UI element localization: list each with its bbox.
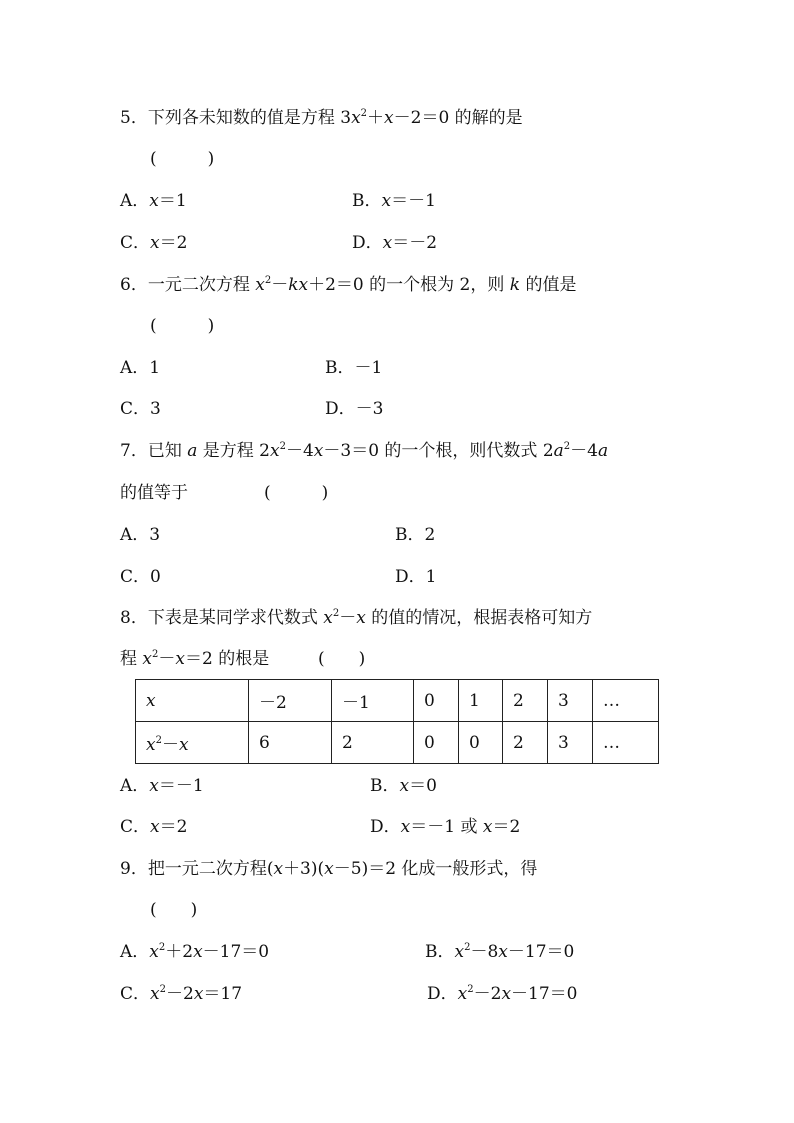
table-header-cell (136, 722, 249, 764)
option-value: ＝0 (409, 776, 437, 796)
table-cell: 2 (503, 680, 548, 722)
option-a (120, 941, 269, 963)
table-row (136, 722, 659, 764)
option-b (395, 524, 435, 546)
variable: x (313, 441, 324, 461)
option-d (370, 816, 520, 838)
variable: x (384, 108, 394, 128)
table-row (136, 680, 659, 722)
exponent: 2 (264, 275, 272, 286)
option-value: ＝－1 (158, 776, 204, 796)
option-value: ＝2 (492, 817, 521, 837)
variable: x (150, 984, 160, 1004)
option-value: －17＝0 (202, 942, 270, 962)
option-value: －8 (470, 942, 499, 962)
stem-text: －5)＝2 化成一般形式，得 (333, 859, 538, 879)
variable: x (351, 108, 361, 128)
answer-blank: ( ) (264, 483, 329, 503)
exponent: 2 (159, 984, 166, 995)
option-label: D． (370, 817, 401, 837)
variable: x (146, 690, 156, 711)
option-value: －17＝0 (511, 984, 578, 1004)
option-d (395, 566, 436, 588)
option-a (120, 357, 160, 379)
stem-text: 的值等于 (120, 483, 188, 503)
exponent: 2 (155, 735, 162, 746)
variable: x (150, 817, 160, 837)
option-label: C． (120, 399, 151, 419)
option-c (120, 566, 161, 588)
exponent: 2 (152, 649, 159, 660)
variable: x (324, 859, 334, 879)
option-value: 3 (150, 399, 161, 419)
variable: x (142, 649, 152, 669)
variable: x (457, 984, 468, 1004)
table-cell: 1 (459, 680, 503, 722)
exponent: 2 (467, 984, 474, 995)
option-label: D． (395, 567, 426, 587)
variable: x (149, 191, 159, 211)
option-value: ＝－1 (391, 191, 436, 211)
stem-text: － (271, 275, 289, 295)
variable: x (149, 776, 159, 796)
option-value: ＝－2 (392, 233, 438, 253)
stem-text: －3＝0 的一个根，则代数式 2 (323, 441, 554, 461)
exponent: 2 (360, 108, 368, 119)
option-d (325, 398, 383, 420)
stem-text: －4 (570, 441, 598, 461)
option-a (120, 775, 204, 797)
variable: x (175, 649, 185, 669)
variable: x (498, 942, 508, 962)
exponent: 2 (279, 441, 286, 452)
option-value: 1 (149, 358, 161, 378)
table-cell: －2 (249, 680, 332, 722)
variable: a (553, 441, 564, 461)
option-value: 2 (424, 525, 436, 545)
table-cell: 3 (548, 722, 593, 764)
option-c (120, 816, 187, 838)
option-value: ＋2 (165, 942, 194, 962)
variable: x (193, 984, 204, 1004)
variable: x (356, 608, 366, 628)
stem-text: ＝2 的根是 (184, 649, 270, 669)
option-label: A． (120, 776, 150, 796)
option-label: C． (120, 984, 151, 1004)
stem-text: 一元二次方程 (147, 275, 256, 295)
option-label: C． (120, 817, 151, 837)
table-cell: 6 (249, 722, 332, 764)
question-7-stem-line2 (120, 482, 188, 504)
value-table (135, 679, 659, 764)
exponent: 2 (158, 942, 166, 953)
variable: x (178, 735, 189, 755)
option-b (325, 357, 382, 379)
stem-text: －2＝0 的解的是 (393, 108, 523, 128)
option-label: A． (120, 191, 150, 211)
stem-text: －4 (285, 441, 314, 461)
variable: x (381, 191, 392, 211)
answer-blank: ( ) (150, 316, 215, 336)
stem-text: － (161, 735, 179, 755)
answer-blank: ( ) (150, 149, 215, 169)
table-header-cell (136, 680, 249, 722)
stem-text: 是方程 2 (197, 441, 270, 461)
variable: x (399, 776, 410, 796)
option-c (120, 983, 242, 1005)
exponent: 2 (332, 608, 340, 619)
option-label: D． (352, 233, 383, 253)
option-a (120, 190, 187, 212)
question-6-stem (120, 274, 576, 296)
variable: x (501, 984, 512, 1004)
option-label: D． (427, 984, 458, 1004)
question-9-stem (120, 858, 537, 880)
option-a (120, 524, 160, 546)
option-value: －3 (355, 399, 384, 419)
option-label: B． (395, 525, 425, 545)
table-cell: … (593, 722, 659, 764)
option-label: C． (120, 567, 151, 587)
option-label: B． (325, 358, 355, 378)
option-label: B． (370, 776, 400, 796)
variable: x (146, 735, 156, 755)
stem-text: 的值是 (520, 275, 577, 295)
option-d (352, 232, 437, 254)
question-number: 6． (120, 275, 148, 295)
question-8-stem (120, 607, 592, 629)
question-number: 9． (120, 859, 148, 879)
question-7-stem (120, 440, 608, 462)
option-b (425, 941, 574, 963)
variable: a (598, 441, 609, 461)
variable: x (400, 817, 411, 837)
option-value: ＝1 (158, 191, 187, 211)
variable: x (482, 817, 493, 837)
option-value: 0 (150, 567, 161, 587)
option-value: ＝2 (159, 233, 188, 253)
variable: x (454, 942, 465, 962)
option-value: 1 (425, 567, 437, 587)
exponent: 2 (464, 942, 471, 953)
option-c (120, 232, 187, 254)
option-value: ＝17 (203, 984, 243, 1004)
stem-text: 下表是某同学求代数式 (147, 608, 324, 628)
exponent: 2 (563, 441, 571, 452)
table-cell: 0 (459, 722, 503, 764)
option-label: A． (120, 942, 150, 962)
option-value: －17＝0 (507, 942, 575, 962)
table-cell: 2 (332, 722, 414, 764)
stem-text: 下列各未知数的值是方程 3 (147, 108, 352, 128)
table-cell: … (593, 680, 659, 722)
option-value: －1 (354, 358, 383, 378)
table-cell: 3 (548, 680, 593, 722)
option-value: －2 (473, 984, 502, 1004)
variable: x (149, 942, 159, 962)
option-label: B． (425, 942, 455, 962)
question-number: 5． (120, 108, 148, 128)
variable: k (509, 275, 521, 295)
option-value: －2 (165, 984, 194, 1004)
option-b (370, 775, 437, 797)
table-cell: 2 (503, 722, 548, 764)
option-value: ＝2 (159, 817, 188, 837)
stem-text: ＋3)( (283, 859, 325, 879)
option-b (352, 190, 436, 212)
option-label: A． (120, 358, 150, 378)
variable: x (273, 859, 284, 879)
stem-text: － (158, 649, 176, 669)
stem-text: ＋2＝0 的一个根为 2，则 (308, 275, 510, 295)
answer-blank: ( ) (150, 900, 198, 920)
question-8-stem-line2 (120, 648, 269, 670)
question-number: 7． (120, 441, 148, 461)
stem-text: ＋ (367, 108, 385, 128)
option-d (427, 983, 577, 1005)
table-cell: 0 (414, 680, 459, 722)
option-c (120, 398, 161, 420)
variable: a (187, 441, 198, 461)
variable: x (150, 233, 160, 253)
option-label: A． (120, 525, 150, 545)
variable: x (193, 942, 203, 962)
answer-blank: ( ) (318, 649, 366, 669)
stem-text: 把一元二次方程( (147, 859, 274, 879)
option-label: D． (325, 399, 356, 419)
question-number: 8． (120, 608, 148, 628)
stem-text: 的值的情况，根据表格可知方 (365, 608, 593, 628)
variable: x (382, 233, 393, 253)
option-value: 3 (149, 525, 161, 545)
table-cell: 0 (414, 722, 459, 764)
variable: x (255, 275, 265, 295)
table-cell: －1 (332, 680, 414, 722)
variable: x (270, 441, 280, 461)
option-value: ＝－1 或 (410, 817, 483, 837)
variable: kx (288, 275, 309, 295)
stem-text: 已知 (147, 441, 188, 461)
stem-text: 程 (120, 649, 143, 669)
question-5-stem (120, 107, 523, 129)
option-label: B． (352, 191, 382, 211)
option-label: C． (120, 233, 151, 253)
stem-text: － (339, 608, 357, 628)
variable: x (323, 608, 333, 628)
